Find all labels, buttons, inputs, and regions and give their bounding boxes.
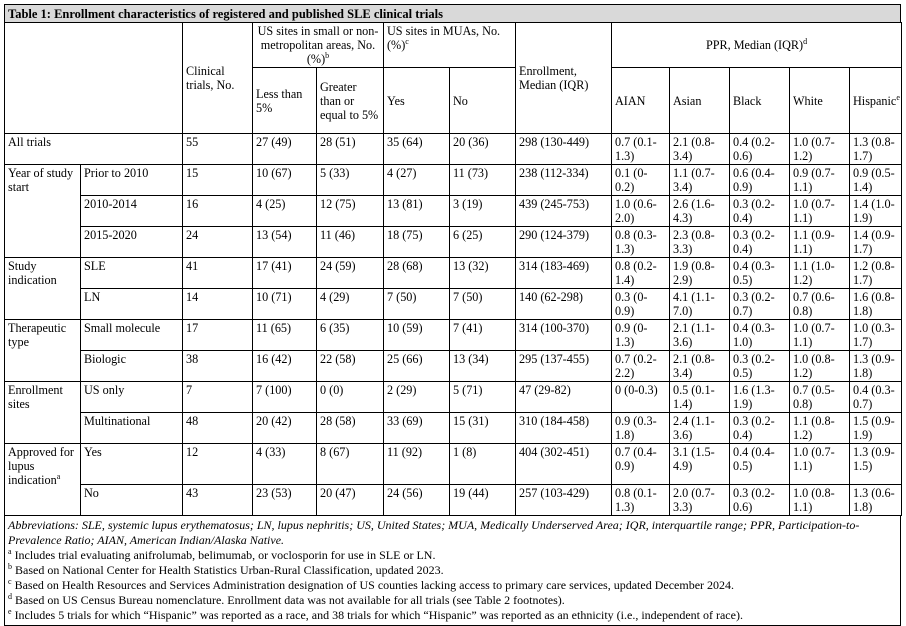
header-aian: AIAN [612,68,670,134]
table-cell: 0.4 (0.2-0.6) [730,134,790,165]
table-cell: 0 (0-0.3) [612,382,670,413]
table-cell: 0.9 (0.5-1.4) [850,165,902,196]
table-cell: 404 (302-451) [516,444,612,485]
table-cell: 0.4 (0.3-0.7) [850,382,902,413]
table-cell: 19 (44) [450,485,516,516]
table-cell: 1.0 (0.8-1.2) [790,351,850,382]
table-cell: 1.0 (0.3-1.7) [850,320,902,351]
table-cell: 0.3 (0.2-0.7) [730,289,790,320]
table-cell: 0.9 (0.3-1.8) [612,413,670,444]
table-cell: 2.4 (1.1-3.6) [670,413,730,444]
table-cell: 1.4 (0.9-1.7) [850,227,902,258]
table-row [5,382,902,413]
table-cell: 0.7 (0.1-1.3) [612,134,670,165]
table-cell: 1.1 (1.0-1.2) [790,258,850,289]
table-cell: 24 [183,227,253,258]
table-cell: 0.9 (0-1.3) [612,320,670,351]
table-cell: 20 (47) [317,485,384,516]
table-cell: 16 (42) [253,351,317,382]
header-white: White [790,68,850,134]
table-cell: 2 (29) [384,382,450,413]
table-row [5,134,902,165]
table-cell: 11 (65) [253,320,317,351]
table-cell: 1.0 (0.7-1.2) [790,134,850,165]
table-row [5,227,902,258]
table-cell: 3 (19) [450,196,516,227]
table-cell: 27 (49) [253,134,317,165]
table-cell: 314 (183-469) [516,258,612,289]
table-cell: 13 (81) [384,196,450,227]
table-cell: 0.3 (0.2-0.6) [730,485,790,516]
table-row [5,444,902,485]
table-cell: 0 (0) [317,382,384,413]
table-cell: 310 (184-458) [516,413,612,444]
header-less-than: Less than 5% [253,68,317,134]
header-clinical-trials: Clinical trials, No. [183,23,253,134]
row-group-label: Therapeutic type [5,320,81,382]
table-cell: 25 (66) [384,351,450,382]
table-cell: 12 [183,444,253,485]
table-cell: 4 (33) [253,444,317,485]
table-cell: 43 [183,485,253,516]
header-no: No [450,68,516,134]
table-cell: 24 (56) [384,485,450,516]
table-row [5,485,902,516]
table-cell: 17 (41) [253,258,317,289]
table-cell: 0.8 (0.2-1.4) [612,258,670,289]
table-cell: 1.3 (0.9-1.5) [850,444,902,485]
table-cell: 1.3 (0.6-1.8) [850,485,902,516]
table-cell: 10 (67) [253,165,317,196]
table-cell: 4 (27) [384,165,450,196]
table-cell: 2.0 (0.7-3.3) [670,485,730,516]
table-row [5,289,902,320]
table-cell: 0.8 (0.1-1.3) [612,485,670,516]
table-cell: 15 (31) [450,413,516,444]
table-cell: 11 (46) [317,227,384,258]
header-black: Black [730,68,790,134]
footnote [8,608,897,623]
table-cell: 23 (53) [253,485,317,516]
table-title: Table 1: Enrollment characteristics of registered and published SLE clinical trials [4,4,901,22]
table-cell: 14 [183,289,253,320]
table-cell: 439 (245-753) [516,196,612,227]
table-cell: 41 [183,258,253,289]
table-cell: 11 (73) [450,165,516,196]
footnote-text: Based on Health Resources and Services Administration designation of US counties lacking access to primary care services, updated December 2024. [14,578,735,592]
table-cell: 0.3 (0-0.9) [612,289,670,320]
table-cell: 1.5 (0.9-1.9) [850,413,902,444]
table-cell: 15 [183,165,253,196]
table-cell: 12 (75) [317,196,384,227]
table-cell: 4 (29) [317,289,384,320]
table-cell: 0.6 (0.4-0.9) [730,165,790,196]
row-sublabel: 2010-2014 [81,196,183,227]
table-cell: 0.8 (0.3-1.3) [612,227,670,258]
table-cell: 314 (100-370) [516,320,612,351]
table-cell: 48 [183,413,253,444]
table-cell: 8 (67) [317,444,384,485]
header-us-sites-mua: US sites in MUAs, No. (%)$^c$ [384,23,516,68]
table-cell: 1.6 (1.3-1.9) [730,382,790,413]
table-row [5,413,902,444]
row-sublabel: Multinational [81,413,183,444]
table-cell: 6 (35) [317,320,384,351]
row-label: All trials [5,134,183,165]
header-asian: Asian [670,68,730,134]
table-cell: 2.1 (0.8-3.4) [670,351,730,382]
table-cell: 35 (64) [384,134,450,165]
header-greater-equal: Greater than or equal to 5% [317,68,384,134]
table-cell: 0.3 (0.2-0.4) [730,196,790,227]
table-cell: 28 (51) [317,134,384,165]
table-cell: 1.4 (1.0-1.9) [850,196,902,227]
table-notes [4,516,901,626]
header-ppr: PPR, Median (IQR)$^d$ [612,23,902,68]
row-group-label: Enrollment sites [5,382,81,444]
row-sublabel: LN [81,289,183,320]
table-cell: 7 (50) [450,289,516,320]
table-cell: 298 (130-449) [516,134,612,165]
header-us-sites-small: US sites in small or non-metropolitan areas, No. (%)$^b$ [253,23,384,68]
table-cell: 7 (100) [253,382,317,413]
table-cell: 1.1 (0.8-1.2) [790,413,850,444]
table-cell: 0.9 (0.7-1.1) [790,165,850,196]
footnote-mark: a [8,547,12,556]
table-cell: 0.4 (0.3-0.5) [730,258,790,289]
table-row [5,258,902,289]
table-cell: 16 [183,196,253,227]
row-sublabel: 2015-2020 [81,227,183,258]
table-container [4,4,901,626]
table-cell: 257 (103-429) [516,485,612,516]
table-cell: 0.1 (0-0.2) [612,165,670,196]
table-cell: 295 (137-455) [516,351,612,382]
table-cell: 140 (62-298) [516,289,612,320]
table-cell: 1.0 (0.7-1.1) [790,444,850,485]
table-cell: 0.4 (0.4-0.5) [730,444,790,485]
abbreviations: Abbreviations: SLE, systemic lupus erythematosus; LN, lupus nephritis; US, United States; MUA, Medically Underserved Area; IQR, interquartile range; PPR, Participation-to-Prevalence Ratio; AIAN, American Indian/Alaska Native. [8,518,860,547]
row-sublabel: SLE [81,258,183,289]
row-group-label: Study indication [5,258,81,320]
table-row [5,165,902,196]
table-row [5,351,902,382]
table-cell: 20 (42) [253,413,317,444]
row-sublabel: Prior to 2010 [81,165,183,196]
table-cell: 55 [183,134,253,165]
table-cell: 3.1 (1.5-4.9) [670,444,730,485]
row-sublabel: US only [81,382,183,413]
enrollment-table [4,22,902,516]
table-cell: 1.1 (0.9-1.1) [790,227,850,258]
row-sublabel: Yes [81,444,183,485]
table-cell: 0.3 (0.2-0.5) [730,351,790,382]
table-cell: 1.0 (0.8-1.1) [790,485,850,516]
table-cell: 24 (59) [317,258,384,289]
footnote-text: Includes 5 trials for which “Hispanic” was reported as a race, and 38 trials for which “Hispanic” was reported as an ethnicity (i.e., independent of race). [14,608,743,622]
table-cell: 0.5 (0.1-1.4) [670,382,730,413]
footnotes [8,548,897,623]
table-cell: 290 (124-379) [516,227,612,258]
table-cell: 1.3 (0.9-1.8) [850,351,902,382]
table-cell: 10 (71) [253,289,317,320]
row-group-label: Approved for lupus indication$^a$ [5,444,81,516]
table-cell: 1.9 (0.8-2.9) [670,258,730,289]
footnote-text: Includes trial evaluating anifrolumab, belimumab, or voclosporin for use in SLE or LN. [14,548,436,562]
table-cell: 33 (69) [384,413,450,444]
table-cell: 5 (33) [317,165,384,196]
row-sublabel: No [81,485,183,516]
table-cell: 0.3 (0.2-0.4) [730,227,790,258]
table-cell: 1.6 (0.8-1.8) [850,289,902,320]
table-cell: 4 (25) [253,196,317,227]
table-cell: 1.1 (0.7-3.4) [670,165,730,196]
table-cell: 13 (54) [253,227,317,258]
header-yes: Yes [384,68,450,134]
table-cell: 38 [183,351,253,382]
table-cell: 11 (92) [384,444,450,485]
footnote-mark: c [8,577,12,586]
table-cell: 238 (112-334) [516,165,612,196]
table-cell: 7 (50) [384,289,450,320]
footnote [8,548,897,563]
table-cell: 0.3 (0.2-0.4) [730,413,790,444]
table-cell: 0.7 (0.5-0.8) [790,382,850,413]
footnote-mark: d [8,592,12,601]
header-enrollment: Enrollment, Median (IQR) [516,23,612,134]
table-cell: 2.1 (1.1-3.6) [670,320,730,351]
header-empty [5,23,183,134]
table-cell: 1.0 (0.7-1.1) [790,320,850,351]
table-cell: 1.3 (0.8-1.7) [850,134,902,165]
table-cell: 1.2 (0.8-1.7) [850,258,902,289]
table-cell: 5 (71) [450,382,516,413]
table-cell: 7 [183,382,253,413]
table-cell: 22 (58) [317,351,384,382]
row-sublabel: Small molecule [81,320,183,351]
footnote-mark: b [8,562,12,571]
table-cell: 2.3 (0.8-3.3) [670,227,730,258]
table-cell: 0.7 (0.6-0.8) [790,289,850,320]
row-group-label: Year of study start [5,165,81,258]
table-cell: 13 (34) [450,351,516,382]
table-cell: 7 (41) [450,320,516,351]
footnote-text: Based on US Census Bureau nomenclature. Enrollment data was not available for all trials (see Table 2 footnotes). [15,593,565,607]
footnote [8,578,897,593]
table-body [5,134,902,516]
footnote-mark: e [8,607,12,616]
table-cell: 0.7 (0.4-0.9) [612,444,670,485]
footnote-text: Based on National Center for Health Statistics Urban-Rural Classification, updated 2023. [15,563,444,577]
table-cell: 28 (68) [384,258,450,289]
table-cell: 47 (29-82) [516,382,612,413]
table-cell: 0.7 (0.2-2.2) [612,351,670,382]
table-cell: 1.0 (0.7-1.1) [790,196,850,227]
table-cell: 18 (75) [384,227,450,258]
table-cell: 4.1 (1.1-7.0) [670,289,730,320]
table-cell: 17 [183,320,253,351]
table-cell: 2.1 (0.8-3.4) [670,134,730,165]
footnote [8,593,897,608]
table-cell: 20 (36) [450,134,516,165]
table-cell: 13 (32) [450,258,516,289]
table-row [5,320,902,351]
table-cell: 1.0 (0.6-2.0) [612,196,670,227]
header-hispanic: Hispanic$^e$ [850,68,902,134]
table-cell: 10 (59) [384,320,450,351]
footnote [8,563,897,578]
table-row [5,196,902,227]
table-cell: 0.4 (0.3-1.0) [730,320,790,351]
table-cell: 1 (8) [450,444,516,485]
table-cell: 2.6 (1.6-4.3) [670,196,730,227]
table-cell: 28 (58) [317,413,384,444]
row-sublabel: Biologic [81,351,183,382]
table-cell: 6 (25) [450,227,516,258]
